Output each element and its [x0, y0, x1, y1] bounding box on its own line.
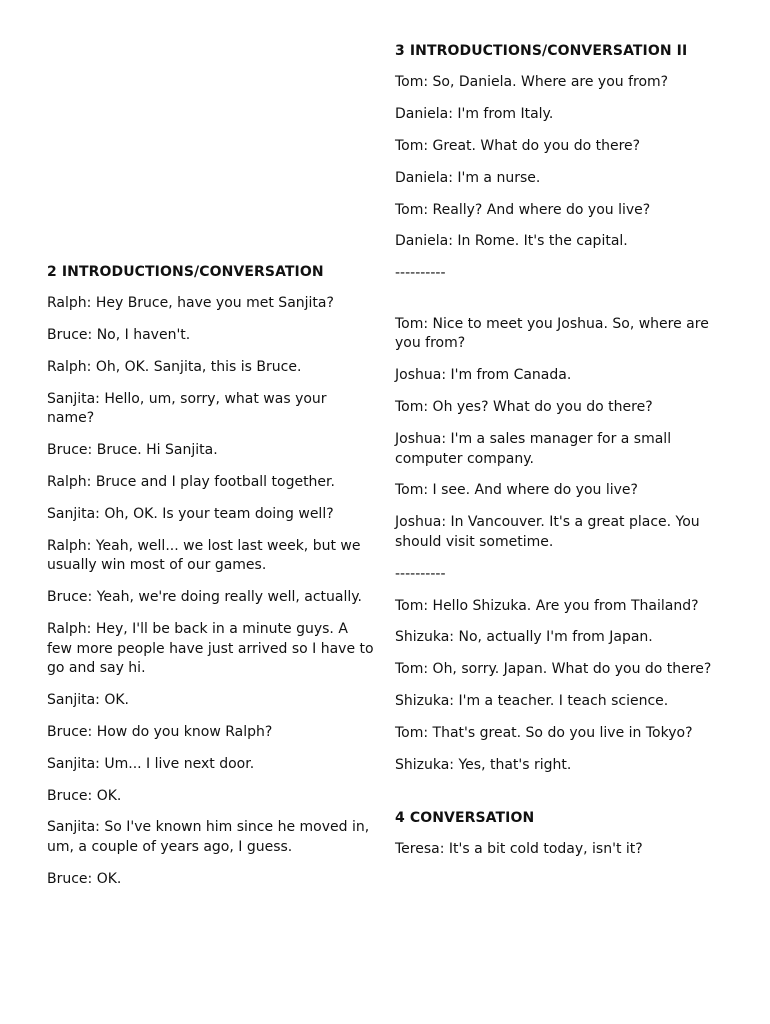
dialogue-line: Tom: Hello Shizuka. Are you from Thailand?	[395, 597, 699, 614]
dialogue-line: Tom: That's great. So do you live in Tokyo?	[395, 725, 693, 742]
section-2-heading: 2 INTRODUCTIONS/CONVERSATION	[47, 264, 324, 280]
dialogue-line: Tom: Oh, sorry. Japan. What do you do there?	[395, 661, 712, 678]
dialogue-line: Sanjita: So I've known him since he moved in, um, a couple of years ago, I guess.	[47, 819, 370, 855]
left-column	[47, 263, 377, 902]
dialogue-line: Ralph: Bruce and I play football together.	[47, 473, 335, 490]
dialogue-line: Shizuka: No, actually I'm from Japan.	[395, 629, 653, 646]
dialogue-line: Tom: Oh yes? What do you do there?	[395, 399, 653, 416]
dialogue-line: Bruce: Yeah, we're doing really well, actually.	[47, 589, 362, 606]
dialogue-line: Shizuka: Yes, that's right.	[395, 757, 572, 774]
dialogue-line: Tom: Great. What do you do there?	[395, 137, 641, 154]
dialogue-line: Tom: I see. And where do you live?	[395, 482, 638, 499]
dialogue-line: Bruce: Bruce. Hi Sanjita.	[47, 442, 218, 459]
dialogue-line: Bruce: OK.	[47, 787, 122, 804]
dialogue-line: Ralph: Oh, OK. Sanjita, this is Bruce.	[47, 358, 302, 375]
dialogue-line: Sanjita: OK.	[47, 691, 130, 708]
dialogue-line: Joshua: I'm from Canada.	[395, 367, 572, 384]
dialogue-line: Sanjita: Um... I live next door.	[47, 755, 255, 772]
dialogue-line: Ralph: Yeah, well... we lost last week, but we usually win most of our games.	[47, 537, 361, 574]
dialogue-line: Sanjita: Oh, OK. Is your team doing well?	[47, 505, 334, 522]
dialogue-line: Daniela: In Rome. It's the capital.	[395, 233, 628, 250]
dialogue-line: Tom: Nice to meet you Joshua. So, where are you from?	[395, 315, 709, 352]
dialogue-line: Tom: So, Daniela. Where are you from?	[395, 74, 669, 90]
dialogue-line: Joshua: I'm a sales manager for a small computer company.	[395, 431, 672, 467]
section-4-heading: 4 CONVERSATION	[395, 809, 535, 826]
dialogue-line: Ralph: Hey Bruce, have you met Sanjita?	[47, 295, 334, 311]
dialogue-line: Joshua: In Vancouver. It's a great place. You should visit sometime.	[395, 514, 700, 550]
separator: ----------	[395, 565, 446, 582]
right-column	[395, 42, 725, 871]
dialogue-line: Sanjita: Hello, um, sorry, what was your name?	[47, 390, 327, 427]
dialogue-line: Bruce: How do you know Ralph?	[47, 723, 273, 740]
dialogue-line: Tom: Really? And where do you live?	[395, 201, 651, 218]
dialogue-line: Bruce: No, I haven't.	[47, 326, 191, 343]
dialogue-line: Bruce: OK.	[47, 870, 122, 887]
dialogue-line: Daniela: I'm a nurse.	[395, 169, 541, 186]
dialogue-line: Teresa: It's a bit cold today, isn't it?	[395, 840, 643, 857]
dialogue-line: Shizuka: I'm a teacher. I teach science.	[395, 693, 669, 710]
section-3-heading: 3 INTRODUCTIONS/CONVERSATION II	[395, 43, 688, 59]
dialogue-line: Daniela: I'm from Italy.	[395, 105, 554, 122]
dialogue-line: Ralph: Hey, I'll be back in a minute guys. A few more people have just arrived so I have to go and say hi.	[47, 621, 374, 677]
separator: ----------	[395, 265, 446, 282]
